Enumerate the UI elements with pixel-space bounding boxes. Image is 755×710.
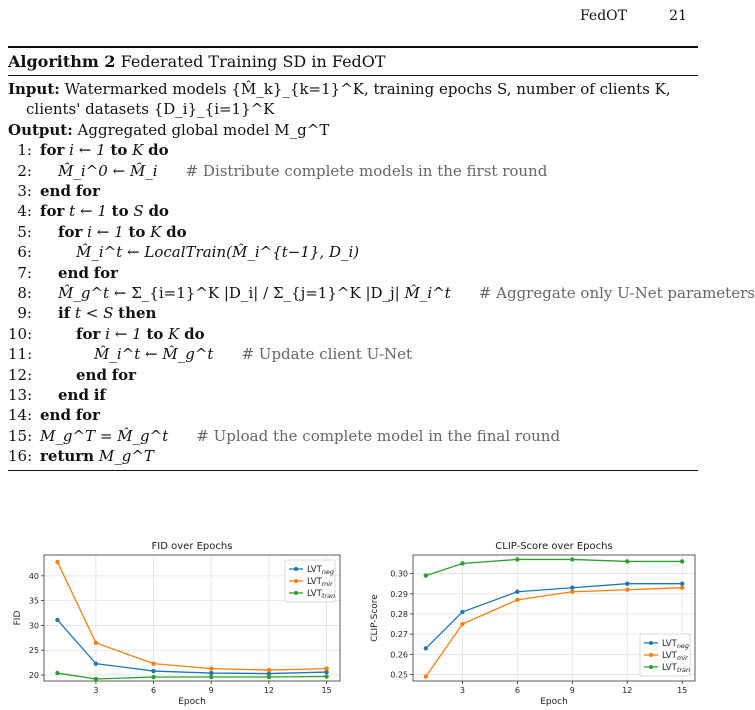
legend-label: $LVT_{neg}$ xyxy=(662,639,690,650)
line-code xyxy=(40,201,169,221)
y-tick-label: 0.27 xyxy=(390,630,408,640)
line-number: 11: xyxy=(8,345,33,364)
data-point xyxy=(680,586,684,590)
algorithm-line xyxy=(8,344,698,364)
chart-title: CLIP-Score over Epochs xyxy=(495,541,613,552)
line-number: 16: xyxy=(8,447,33,466)
legend-marker xyxy=(649,653,653,657)
line-number: 7: xyxy=(17,263,32,282)
y-tick-label: 40 xyxy=(28,571,39,581)
y-tick-label: 0.29 xyxy=(390,589,408,599)
code-statement: end if xyxy=(58,385,106,404)
data-point xyxy=(151,661,155,665)
x-tick-label: 6 xyxy=(514,686,520,695)
line-number: 5: xyxy=(17,222,32,241)
line-code xyxy=(58,263,118,283)
data-point xyxy=(94,661,98,665)
algorithm-box xyxy=(8,46,755,471)
bottom-rule xyxy=(8,470,698,471)
code-statement: M̂_i^t ← M̂_g^t xyxy=(94,345,214,364)
data-point xyxy=(625,581,629,585)
input-label: Input: xyxy=(8,80,60,98)
code-statement: M̂_g^t ← Σ_{i=1}^K |D_i| / Σ_{j=1}^K |D_j| M̂_i^t xyxy=(58,283,451,302)
algorithm-line xyxy=(8,201,698,221)
code-statement: for t ← 1 to S do xyxy=(40,202,169,221)
data-point xyxy=(267,675,271,679)
algorithm-line xyxy=(8,242,698,262)
data-point xyxy=(267,668,271,672)
algorithm-line xyxy=(8,385,698,405)
code-statement: end for xyxy=(58,263,119,282)
line-number: 10: xyxy=(8,324,33,343)
output-label: Output: xyxy=(8,120,73,139)
legend-marker xyxy=(294,579,298,583)
x-tick-label: 3 xyxy=(93,686,99,695)
code-statement: M̂_i^t ← LocalTrain(M̂_i^{t−1}, D_i) xyxy=(76,243,360,262)
x-tick-label: 6 xyxy=(151,686,157,695)
line-code xyxy=(94,344,412,364)
data-point xyxy=(424,573,428,577)
legend-label: $LVT_{mir}$ xyxy=(307,577,333,588)
output-text: Aggregated global model M_g^T xyxy=(77,120,330,139)
x-tick-label: 9 xyxy=(569,686,575,695)
legend-label: $LVT_{tran}$ xyxy=(662,663,691,674)
figure-charts xyxy=(0,535,705,710)
fid-chart xyxy=(0,535,352,710)
algorithm-line xyxy=(8,181,698,201)
code-comment: # Upload the complete model in the final round xyxy=(196,426,561,445)
algorithm-caption: Federated Training SD in FedOT xyxy=(120,52,386,71)
line-code xyxy=(40,405,100,425)
data-point xyxy=(570,557,574,561)
algorithm-line xyxy=(8,446,698,466)
line-code xyxy=(40,446,154,466)
page-number: 21 xyxy=(669,8,687,24)
y-tick-label: 0.30 xyxy=(390,569,408,579)
line-code xyxy=(40,140,169,160)
data-point xyxy=(625,588,629,592)
clip-score-chart xyxy=(353,535,705,710)
code-statement: end for xyxy=(40,406,101,425)
code-statement: for i ← 1 to K do xyxy=(58,222,187,241)
data-point xyxy=(515,557,519,561)
algorithm-lines xyxy=(8,140,755,466)
legend-marker xyxy=(294,567,298,571)
legend-label: $LVT_{tran}$ xyxy=(307,589,336,600)
algorithm-line xyxy=(8,140,698,160)
y-tick-label: 25 xyxy=(28,646,39,656)
line-number: 4: xyxy=(17,202,32,221)
code-statement: M̂_i^0 ← M̂_i xyxy=(58,161,158,180)
line-number: 9: xyxy=(17,304,32,323)
algorithm-line xyxy=(8,405,698,425)
line-number: 13: xyxy=(8,385,33,404)
line-number: 14: xyxy=(8,406,33,425)
x-tick-label: 12 xyxy=(263,686,274,695)
algorithm-line xyxy=(8,324,698,344)
line-code xyxy=(58,303,156,323)
data-point xyxy=(151,669,155,673)
data-point xyxy=(55,671,59,675)
line-number: 6: xyxy=(17,243,32,262)
y-tick-label: 30 xyxy=(28,621,39,631)
line-number: 15: xyxy=(8,426,33,445)
algorithm-line xyxy=(8,283,755,303)
y-axis-label: CLIP-Score xyxy=(370,594,380,642)
y-tick-label: 0.28 xyxy=(390,609,408,619)
line-code xyxy=(40,181,100,201)
data-point xyxy=(55,560,59,564)
legend-marker xyxy=(649,665,653,669)
data-point xyxy=(324,666,328,670)
code-statement: M_g^T = M̂_g^t xyxy=(40,426,169,445)
line-code xyxy=(58,385,106,405)
code-comment: # Distribute complete models in the first round xyxy=(185,161,548,180)
data-point xyxy=(515,598,519,602)
series-line xyxy=(57,620,326,674)
chart-title: FID over Epochs xyxy=(151,541,233,552)
line-code xyxy=(40,426,560,446)
series-line xyxy=(426,559,682,575)
data-point xyxy=(515,590,519,594)
y-tick-label: 20 xyxy=(28,671,39,681)
x-tick-label: 3 xyxy=(459,686,465,695)
x-tick-label: 12 xyxy=(622,686,633,695)
data-point xyxy=(424,646,428,650)
data-point xyxy=(151,675,155,679)
line-number: 3: xyxy=(17,182,32,200)
data-point xyxy=(209,666,213,670)
line-code xyxy=(58,222,187,242)
line-code xyxy=(58,161,547,181)
code-statement: end for xyxy=(76,365,137,384)
code-statement: end for xyxy=(40,182,101,200)
line-number: 1: xyxy=(17,141,32,160)
algorithm-line xyxy=(8,303,698,323)
data-point xyxy=(570,590,574,594)
line-number: 8: xyxy=(17,283,32,302)
legend-marker xyxy=(294,591,298,595)
algorithm-line xyxy=(8,365,698,385)
x-tick-label: 15 xyxy=(321,686,332,695)
x-tick-label: 9 xyxy=(208,686,214,695)
data-point xyxy=(570,586,574,590)
data-point xyxy=(55,618,59,622)
data-point xyxy=(460,610,464,614)
input-line xyxy=(8,79,698,120)
legend-marker xyxy=(649,641,653,645)
legend-label: $LVT_{neg}$ xyxy=(307,565,335,576)
line-code xyxy=(58,283,755,303)
data-point xyxy=(94,677,98,681)
data-point xyxy=(680,559,684,563)
data-point xyxy=(460,622,464,626)
algorithm-line xyxy=(8,263,698,283)
algorithm-line xyxy=(8,161,698,181)
data-point xyxy=(209,675,213,679)
data-point xyxy=(94,641,98,645)
running-title: FedOT xyxy=(579,8,627,24)
line-number: 2: xyxy=(17,161,32,180)
algorithm-label: Algorithm 2 xyxy=(8,52,116,71)
line-number: 12: xyxy=(8,365,33,384)
algorithm-body xyxy=(8,76,755,470)
code-statement: for i ← 1 to K do xyxy=(76,324,205,343)
y-tick-label: 35 xyxy=(28,596,39,606)
y-tick-label: 0.25 xyxy=(390,670,408,680)
data-point xyxy=(625,559,629,563)
algorithm-line xyxy=(8,426,698,446)
data-point xyxy=(680,581,684,585)
algorithm-title xyxy=(8,48,698,75)
code-comment: # Aggregate only U-Net parameters xyxy=(478,283,755,302)
data-point xyxy=(324,674,328,678)
x-axis-label: Epoch xyxy=(540,697,568,707)
y-axis-label: FID xyxy=(13,610,23,626)
line-code xyxy=(76,324,205,344)
legend-label: $LVT_{mir}$ xyxy=(662,651,688,662)
data-point xyxy=(460,561,464,565)
code-statement: return M_g^T xyxy=(40,447,154,466)
data-point xyxy=(209,671,213,675)
data-point xyxy=(424,674,428,678)
line-code xyxy=(76,365,136,385)
code-statement: if t < S then xyxy=(58,304,157,323)
output-line xyxy=(8,120,698,140)
line-code xyxy=(76,242,359,262)
x-axis-label: Epoch xyxy=(178,697,206,707)
code-statement: for i ← 1 to K do xyxy=(40,141,169,160)
input-text: Watermarked models {M̂_k}_{k=1}^K, training epochs S, number of clients K, clients' datasets {D_i}_{i=1}^K xyxy=(26,80,671,119)
code-comment: # Update client U-Net xyxy=(241,345,413,364)
page-header xyxy=(0,8,705,28)
y-tick-label: 0.26 xyxy=(390,650,408,660)
algorithm-line xyxy=(8,222,698,242)
x-tick-label: 15 xyxy=(677,686,688,695)
